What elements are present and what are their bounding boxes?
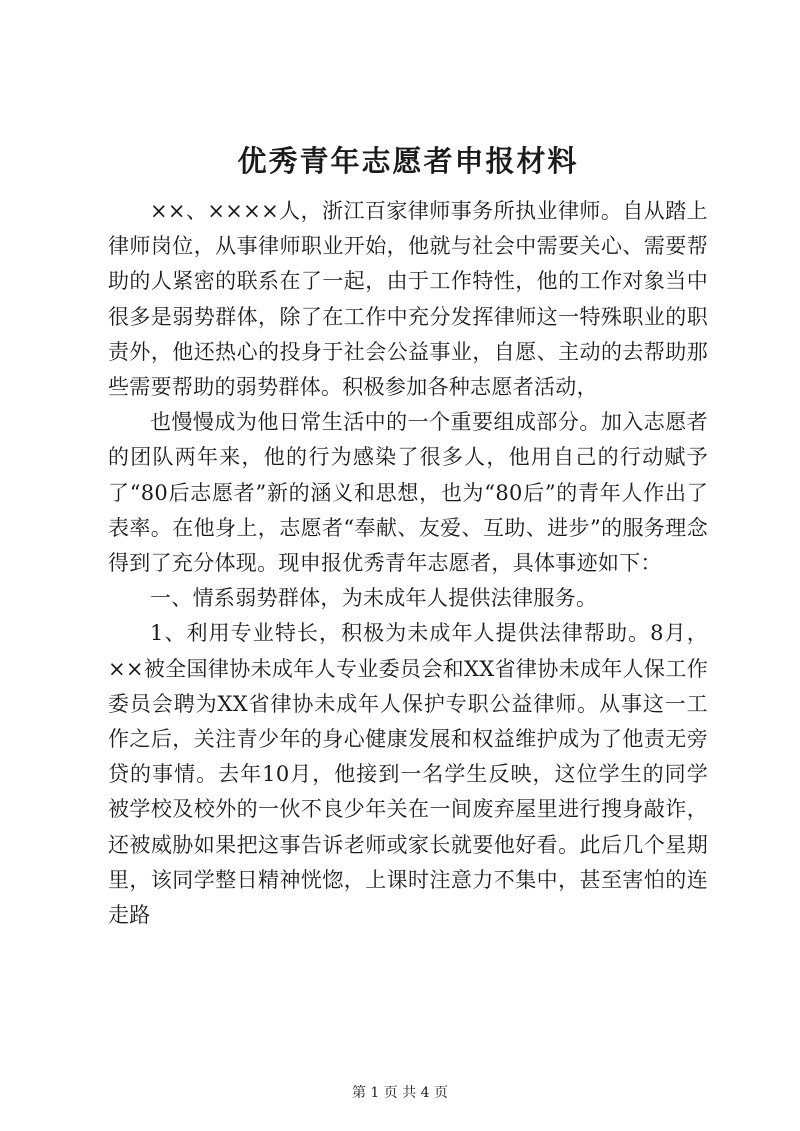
section-heading-1: 一、情系弱势群体，为未成年人提供法律服务。 [150,586,598,611]
document-page [108,138,708,933]
document-title: 优秀青年志愿者申报材料 [237,144,579,178]
paragraph-legal-help: 1、利用专业特长，积极为未成年人提供法律帮助。8月，××被全国律协未成年人专业委员会和XX省律协未成年人保工作委员会聘为XX省律协未成年人保护专职公益律师。从事这一工作之后，关注青少年的身心健康发展和权益维护成为了他责无旁贷的事情。去年10月，他接到一名学生反映，这位学生的同学被学校及校外的一伙不良少年关在一间废弃屋里进行搜身敲诈，还被威胁如果把这事告诉老师或家长就要他好看。此后几个星期里，该同学整日精神恍惚，上课时注意力不集中，甚至害怕的连走路 [108,621,708,928]
paragraph-intro: ××、××××人，浙江百家律师事务所执业律师。自从踏上律师岗位，从事律师职业开始，他就与社会中需要关心、需要帮助的人紧密的联系在了一起，由于工作特性，他的工作对象当中很多是弱势群体，除了在工作中充分发挥律师这一特殊职业的职责外，他还热心的投身于社会公益事业，自愿、主动的去帮助那些需要帮助的弱势群体。积极参加各种志愿者活动， [108,199,708,400]
paragraph-volunteer-role: 也慢慢成为他日常生活中的一个重要组成部分。加入志愿者的团队两年来，他的行为感染了很多人，他用自己的行动赋予了“80后志愿者”新的涵义和思想，也为“80后”的青年人作出了表率。在他身上，志愿者“奉献、友爱、互助、进步”的服务理念得到了充分体现。现申报优秀青年志愿者，具体事迹如下： [108,410,708,576]
page-footer: 第 1 页 共 4 页 [351,1085,449,1101]
